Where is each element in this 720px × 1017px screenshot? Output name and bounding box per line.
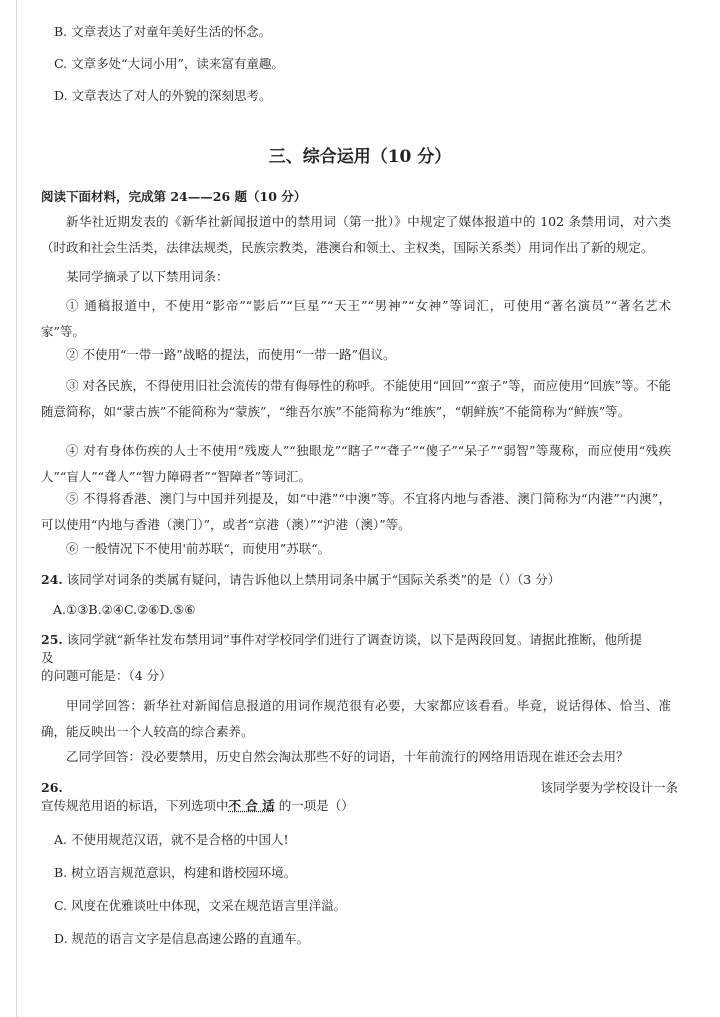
item-1: ① 通稿报道中，不使用“影帝”“影后”“巨星”“天王”“男神”“女神”等词汇，可使用“著名演员”“著名艺术家”等。 [41, 298, 671, 339]
question-25 [41, 632, 642, 648]
material-paragraph: 新华社近期发表的《新华社新闻报道中的禁用词（第一批）》中规定了媒体报道中的 102 条禁用词，对六类（时政和社会生活类，法律法规类，民族宗教类，港澳台和领土、主权类，国际关系类）用词作出了新的规定。 [41, 214, 671, 255]
q24-number: 24. [41, 572, 63, 587]
question-24 [41, 572, 560, 588]
q26-text [41, 798, 354, 814]
excerpt-intro: 某同学摘录了以下禁用词条： [66, 269, 229, 284]
prev-option-b: B. 文章表达了对童年美好生活的怀念。 [54, 24, 272, 39]
section-title: 三、综合运用（10 分） [268, 147, 452, 167]
q26-option-c: C. 风度在优雅谈吐中体现，文采在规范语言里洋溢。 [54, 898, 347, 913]
q26-text-post: 的一项是（） [274, 798, 354, 813]
item-5: ⑤ 不得将香港、澳门与中国并列提及，如“中港”“中澳”等。不宜将内地与香港、澳门简称为“内港”“内澳”，可以使用“内地与香港（澳门）”，或者“京港（澳）”“沪港（澳）”等。 [41, 491, 671, 532]
prev-option-c: C. 文章多处“大词小用”，读来富有童趣。 [54, 56, 284, 71]
prev-option-d: D. 文章表达了对人的外貌的深刻思考。 [54, 88, 272, 103]
q26-option-b: B. 树立语言规范意识，构建和谐校园环境。 [54, 865, 297, 880]
q26-number: 26. [41, 780, 63, 795]
q24-text: 该同学对词条的类属有疑问，请告诉他以上禁用词条中属于“国际关系类”的是（）（3 分） [66, 572, 561, 587]
item-2: ② 不使用“一带一路”战略的提法，而使用“一带一路”倡议。 [66, 347, 396, 362]
q26-text-right: 该同学要为学校设计一条 [540, 780, 678, 795]
q25-text-line2: 及 [41, 650, 54, 665]
item-6: ⑥ 一般情况下不使用'前苏联“，而使用”苏联“。 [66, 541, 331, 556]
q26-option-d: D. 规范的语言文字是信息高速公路的直通车。 [54, 931, 310, 946]
q26-option-a: A. 不使用规范汉语，就不是合格的中国人! [54, 832, 289, 847]
q26-emphasis: 不 合 适 [228, 798, 275, 813]
item-3: ③ 对各民族，不得使用旧社会流传的带有侮辱性的称呼。不能使用“回回”“蛮子”等，而应使用“回族”等。不能随意简称，如“蒙古族”不能简称为“蒙族”，“维吾尔族”不能简称为“维族”，“朝鲜族”不能简称为“鲜族”等。 [41, 378, 671, 419]
q26-text-pre: 宣传规范用语的标语，下列选项中 [41, 798, 229, 813]
q25-text-line3: 的问题可能是：（4 分） [41, 668, 172, 683]
q25-answer-a: 甲同学回答：新华社对新闻信息报道的用词作规范很有必要，大家都应该看看。毕竟，说话得体、恰当、准确，能反映出一个人较高的综合素养。 [41, 698, 671, 739]
q25-answer-b: 乙同学回答：没必要禁用，历史自然会淘汰那些不好的词语，十年前流行的网络用语现在谁还会去用？ [66, 749, 629, 764]
read-instruction: 阅读下面材料，完成第 24——26 题（10 分） [41, 189, 307, 204]
q25-text: 该同学就“新华社发布禁用词”事件对学校同学们进行了调查访谈，以下是两段回复。请据此推断，他所提 [66, 632, 643, 647]
item-4: ④ 对有身体伤疾的人士不使用“残废人”“独眼龙”“瞎子”“聋子”“傻子”“呆子”“弱智”等蔑称，而应使用“残疾人”“盲人”“聋人”“智力障碍者”“智障者”等词汇。 [41, 443, 671, 484]
q24-options: A.①③B.②④C.②⑥D.⑤⑥ [53, 602, 196, 617]
q25-number: 25. [41, 632, 63, 647]
